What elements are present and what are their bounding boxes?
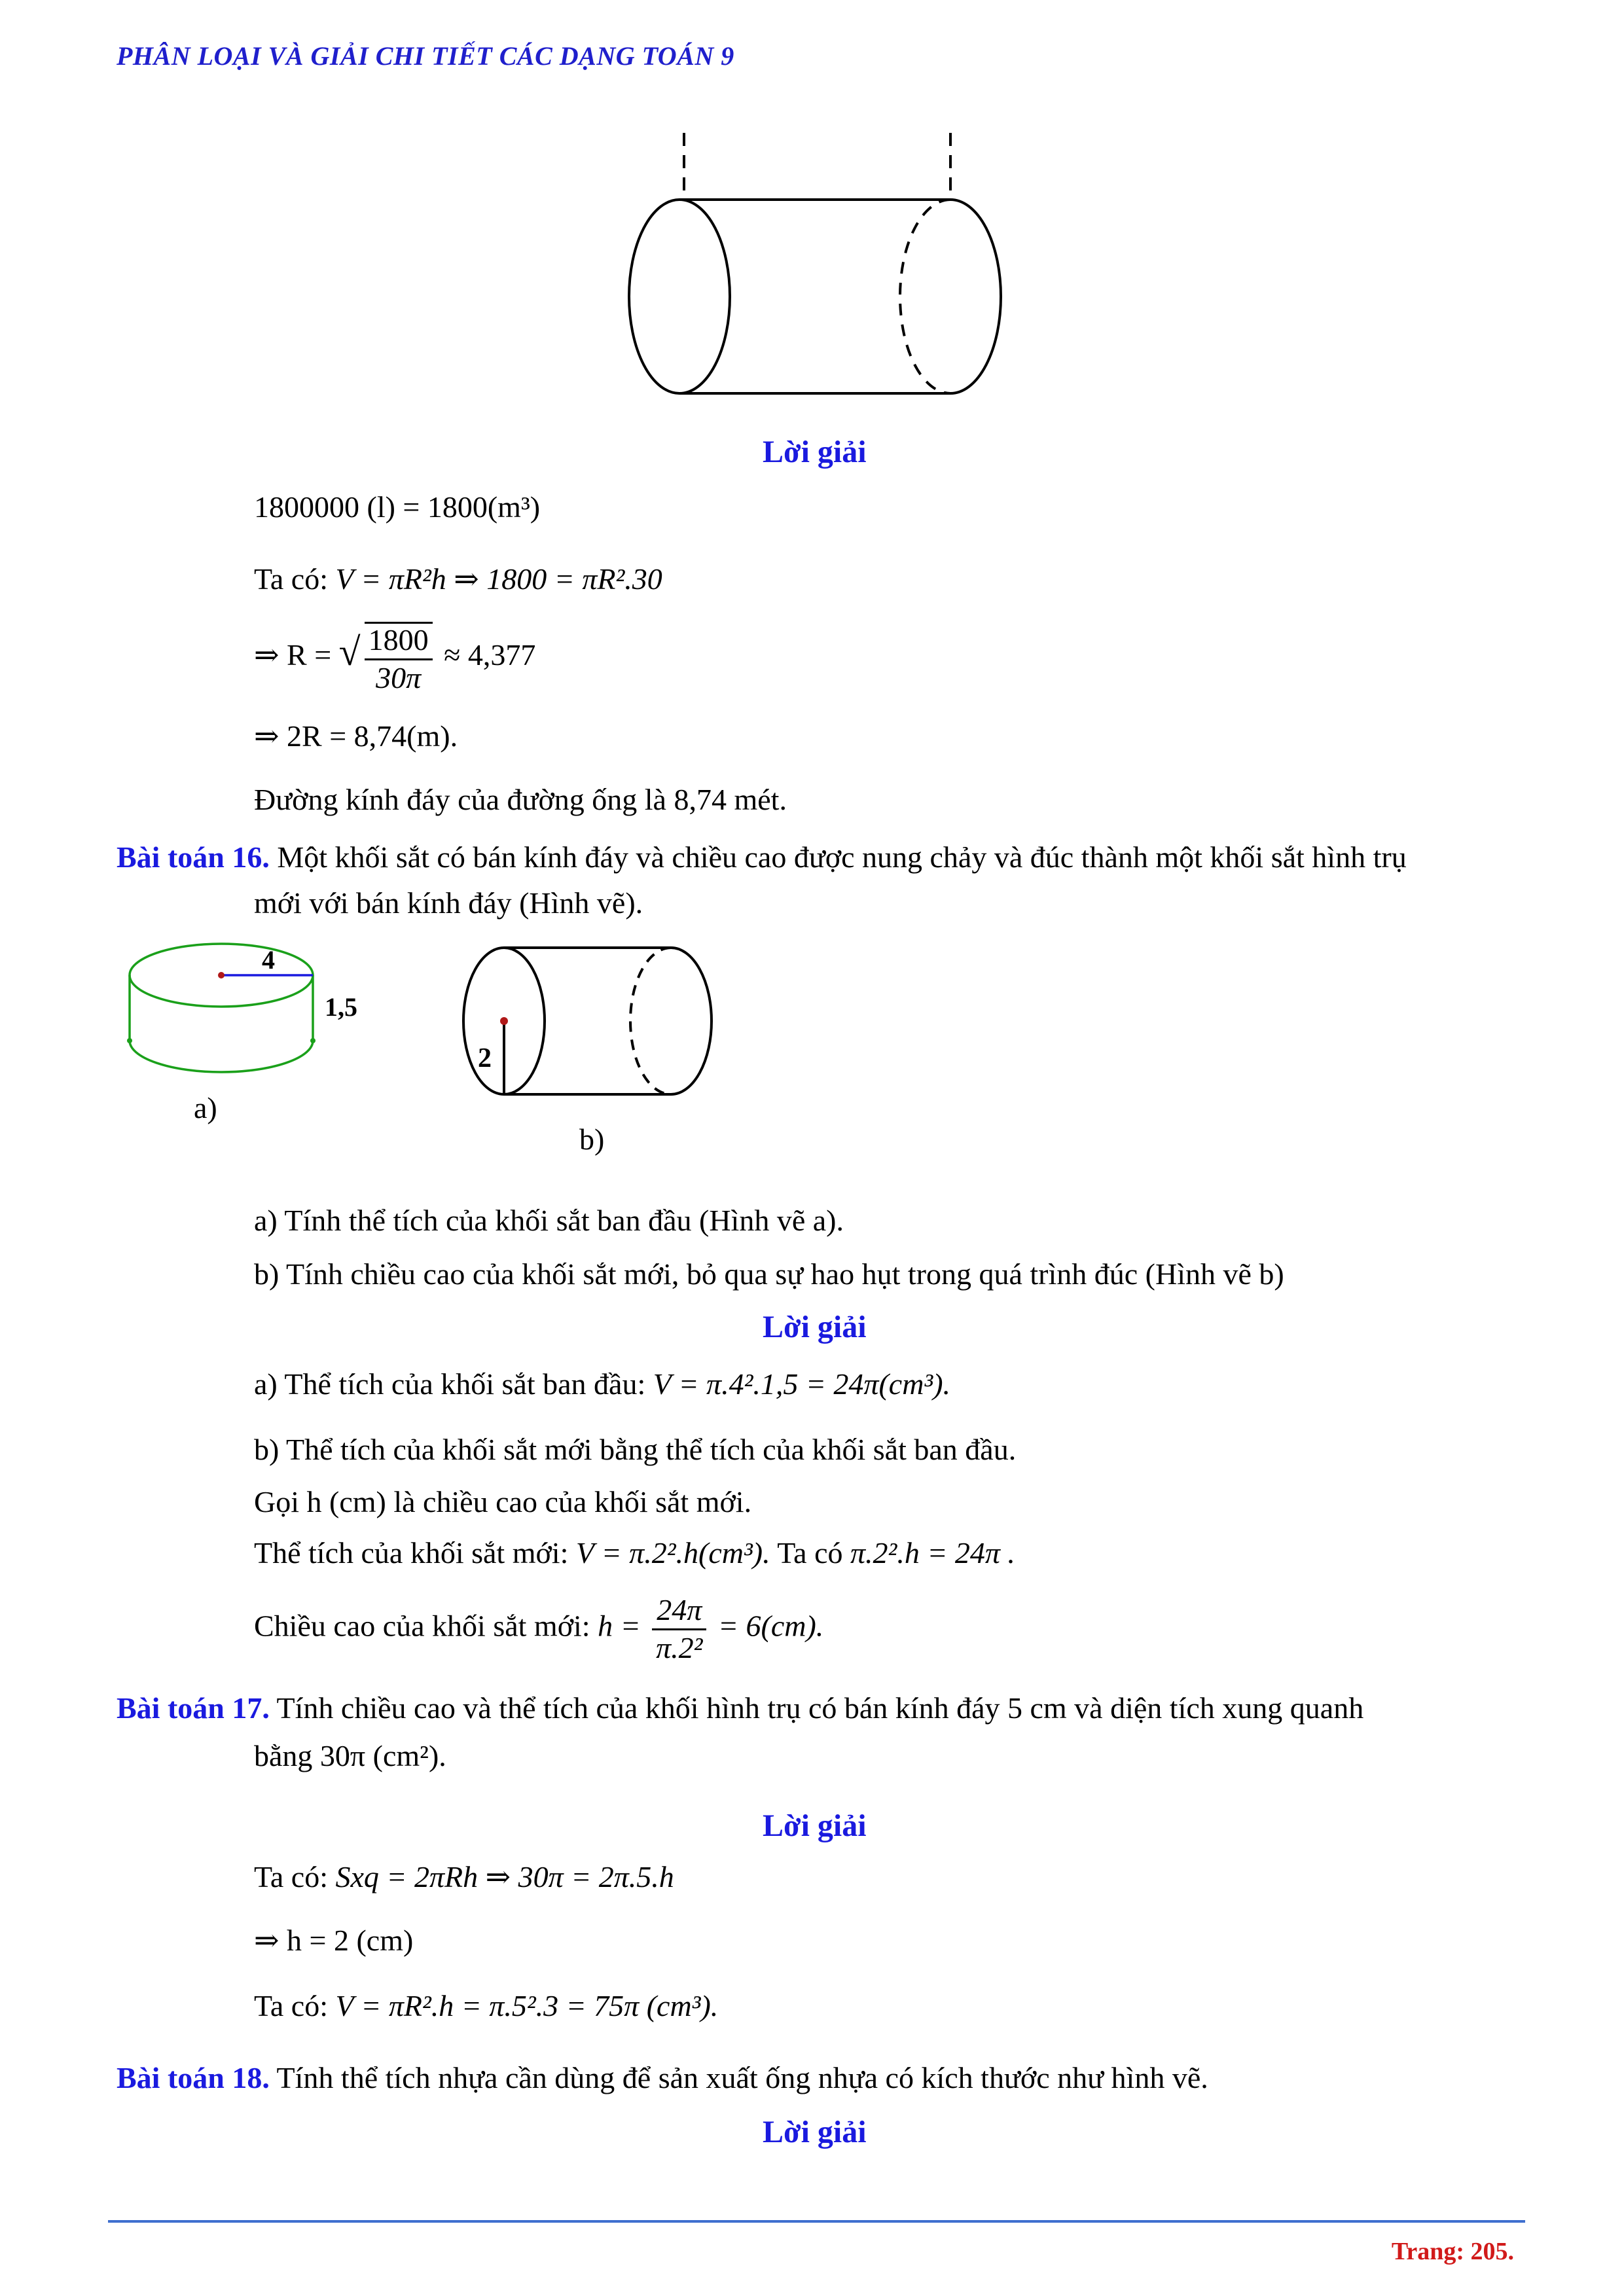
problem-16-label: Bài toán 16.	[117, 840, 270, 874]
problem-16-line1: Bài toán 16. Một khối sắt có bán kính đáy và chiều cao được nung chảy và đúc thành một khối sắt hình trụ	[117, 840, 1407, 874]
page-header-title: PHÂN LOẠI VÀ GIẢI CHI TIẾT CÁC DẠNG TOÁN 9	[117, 41, 734, 71]
pipe-left-face	[629, 200, 730, 393]
problem-18-line1: Bài toán 18. Tính thể tích nhựa cần dùng để sản xuất ống nhựa có kích thước như hình vẽ.	[117, 2061, 1208, 2094]
fig-b-right-face-hidden	[630, 948, 671, 1094]
sol15-line2: Ta có: V = πR²h ⇒ 1800 = πR².30	[254, 562, 662, 596]
figure-b-horizontal-cylinder	[452, 942, 759, 1100]
pipe-right-face-hidden	[900, 200, 950, 393]
sol17-line1: Ta có: Sxq = 2πRh ⇒ 30π = 2π.5.h	[254, 1860, 674, 1893]
sol15-line4: ⇒ 2R = 8,74(m).	[254, 719, 458, 753]
sol15-line1: 1800000 (l) = 1800(m³)	[254, 490, 541, 524]
figure-b-caption: b)	[579, 1122, 605, 1156]
pipe-cylinder-figure	[609, 128, 1021, 416]
fig-a-bottom-arc	[130, 1041, 313, 1072]
sol16-b2: Gọi h (cm) là chiều cao của khối sắt mới.	[254, 1485, 752, 1518]
sol16-b3: Thể tích của khối sắt mới: V = π.2².h(cm³). Ta có π.2².h = 24π .	[254, 1536, 1015, 1570]
problem-18-label: Bài toán 18.	[117, 2061, 270, 2094]
fig-a-center-dot	[218, 972, 225, 978]
solution-heading-15: Lời giải	[763, 435, 867, 469]
figure-a-caption: a)	[194, 1091, 217, 1124]
sol16-a: a) Thể tích của khối sắt ban đầu: V = π.4².1,5 = 24π(cm³).	[254, 1367, 951, 1401]
problem-17-line2: bằng 30π (cm²).	[254, 1739, 446, 1772]
sol15-line5: Đường kính đáy của đường ống là 8,74 mét.	[254, 783, 787, 816]
problem-16-line2: mới với bán kính đáy (Hình vẽ).	[254, 886, 643, 920]
sol17-line2: ⇒ h = 2 (cm)	[254, 1924, 414, 1957]
pipe-right-face-front	[950, 200, 1001, 393]
solution-heading-18: Lời giải	[763, 2115, 867, 2149]
fig-b-center-dot	[500, 1017, 508, 1025]
fig-a-height-label: 1,5	[325, 992, 357, 1022]
sol15-line3: ⇒ R = √ $\frac{1800}{30\pi}$ ≈ 4,377	[254, 623, 536, 694]
fig-b-radius-label: 2	[478, 1043, 492, 1073]
problem-16-question-a: a) Tính thể tích của khối sắt ban đầu (Hình vẽ a).	[254, 1204, 844, 1237]
solution-heading-17: Lời giải	[763, 1808, 867, 1843]
solution-heading-16: Lời giải	[763, 1310, 867, 1344]
footer-divider	[108, 2220, 1525, 2223]
page-number: Trang: 205.	[1391, 2238, 1514, 2265]
problem-17-label: Bài toán 17.	[117, 1691, 270, 1725]
figure-a-disk-cylinder	[117, 936, 391, 1119]
sol16-b1: b) Thể tích của khối sắt mới bằng thể tích của khối sắt ban đầu.	[254, 1433, 1017, 1466]
problem-17-line1: Bài toán 17. Tính chiều cao và thể tích của khối hình trụ có bán kính đáy 5 cm và diện tích xung quanh	[117, 1691, 1364, 1725]
problem-16-question-b: b) Tính chiều cao của khối sắt mới, bỏ qua sự hao hụt trong quá trình đúc (Hình vẽ b)	[254, 1257, 1284, 1291]
fig-b-right-face-front	[671, 948, 712, 1094]
sol17-line3: Ta có: V = πR².h = π.5².3 = 75π (cm³).	[254, 1989, 719, 2022]
fig-a-radius-label: 4	[262, 945, 275, 975]
sol16-b4: Chiều cao của khối sắt mới: h = $\frac{24\pi}{\text{π.2²}}$ = 6(cm).	[254, 1593, 824, 1664]
